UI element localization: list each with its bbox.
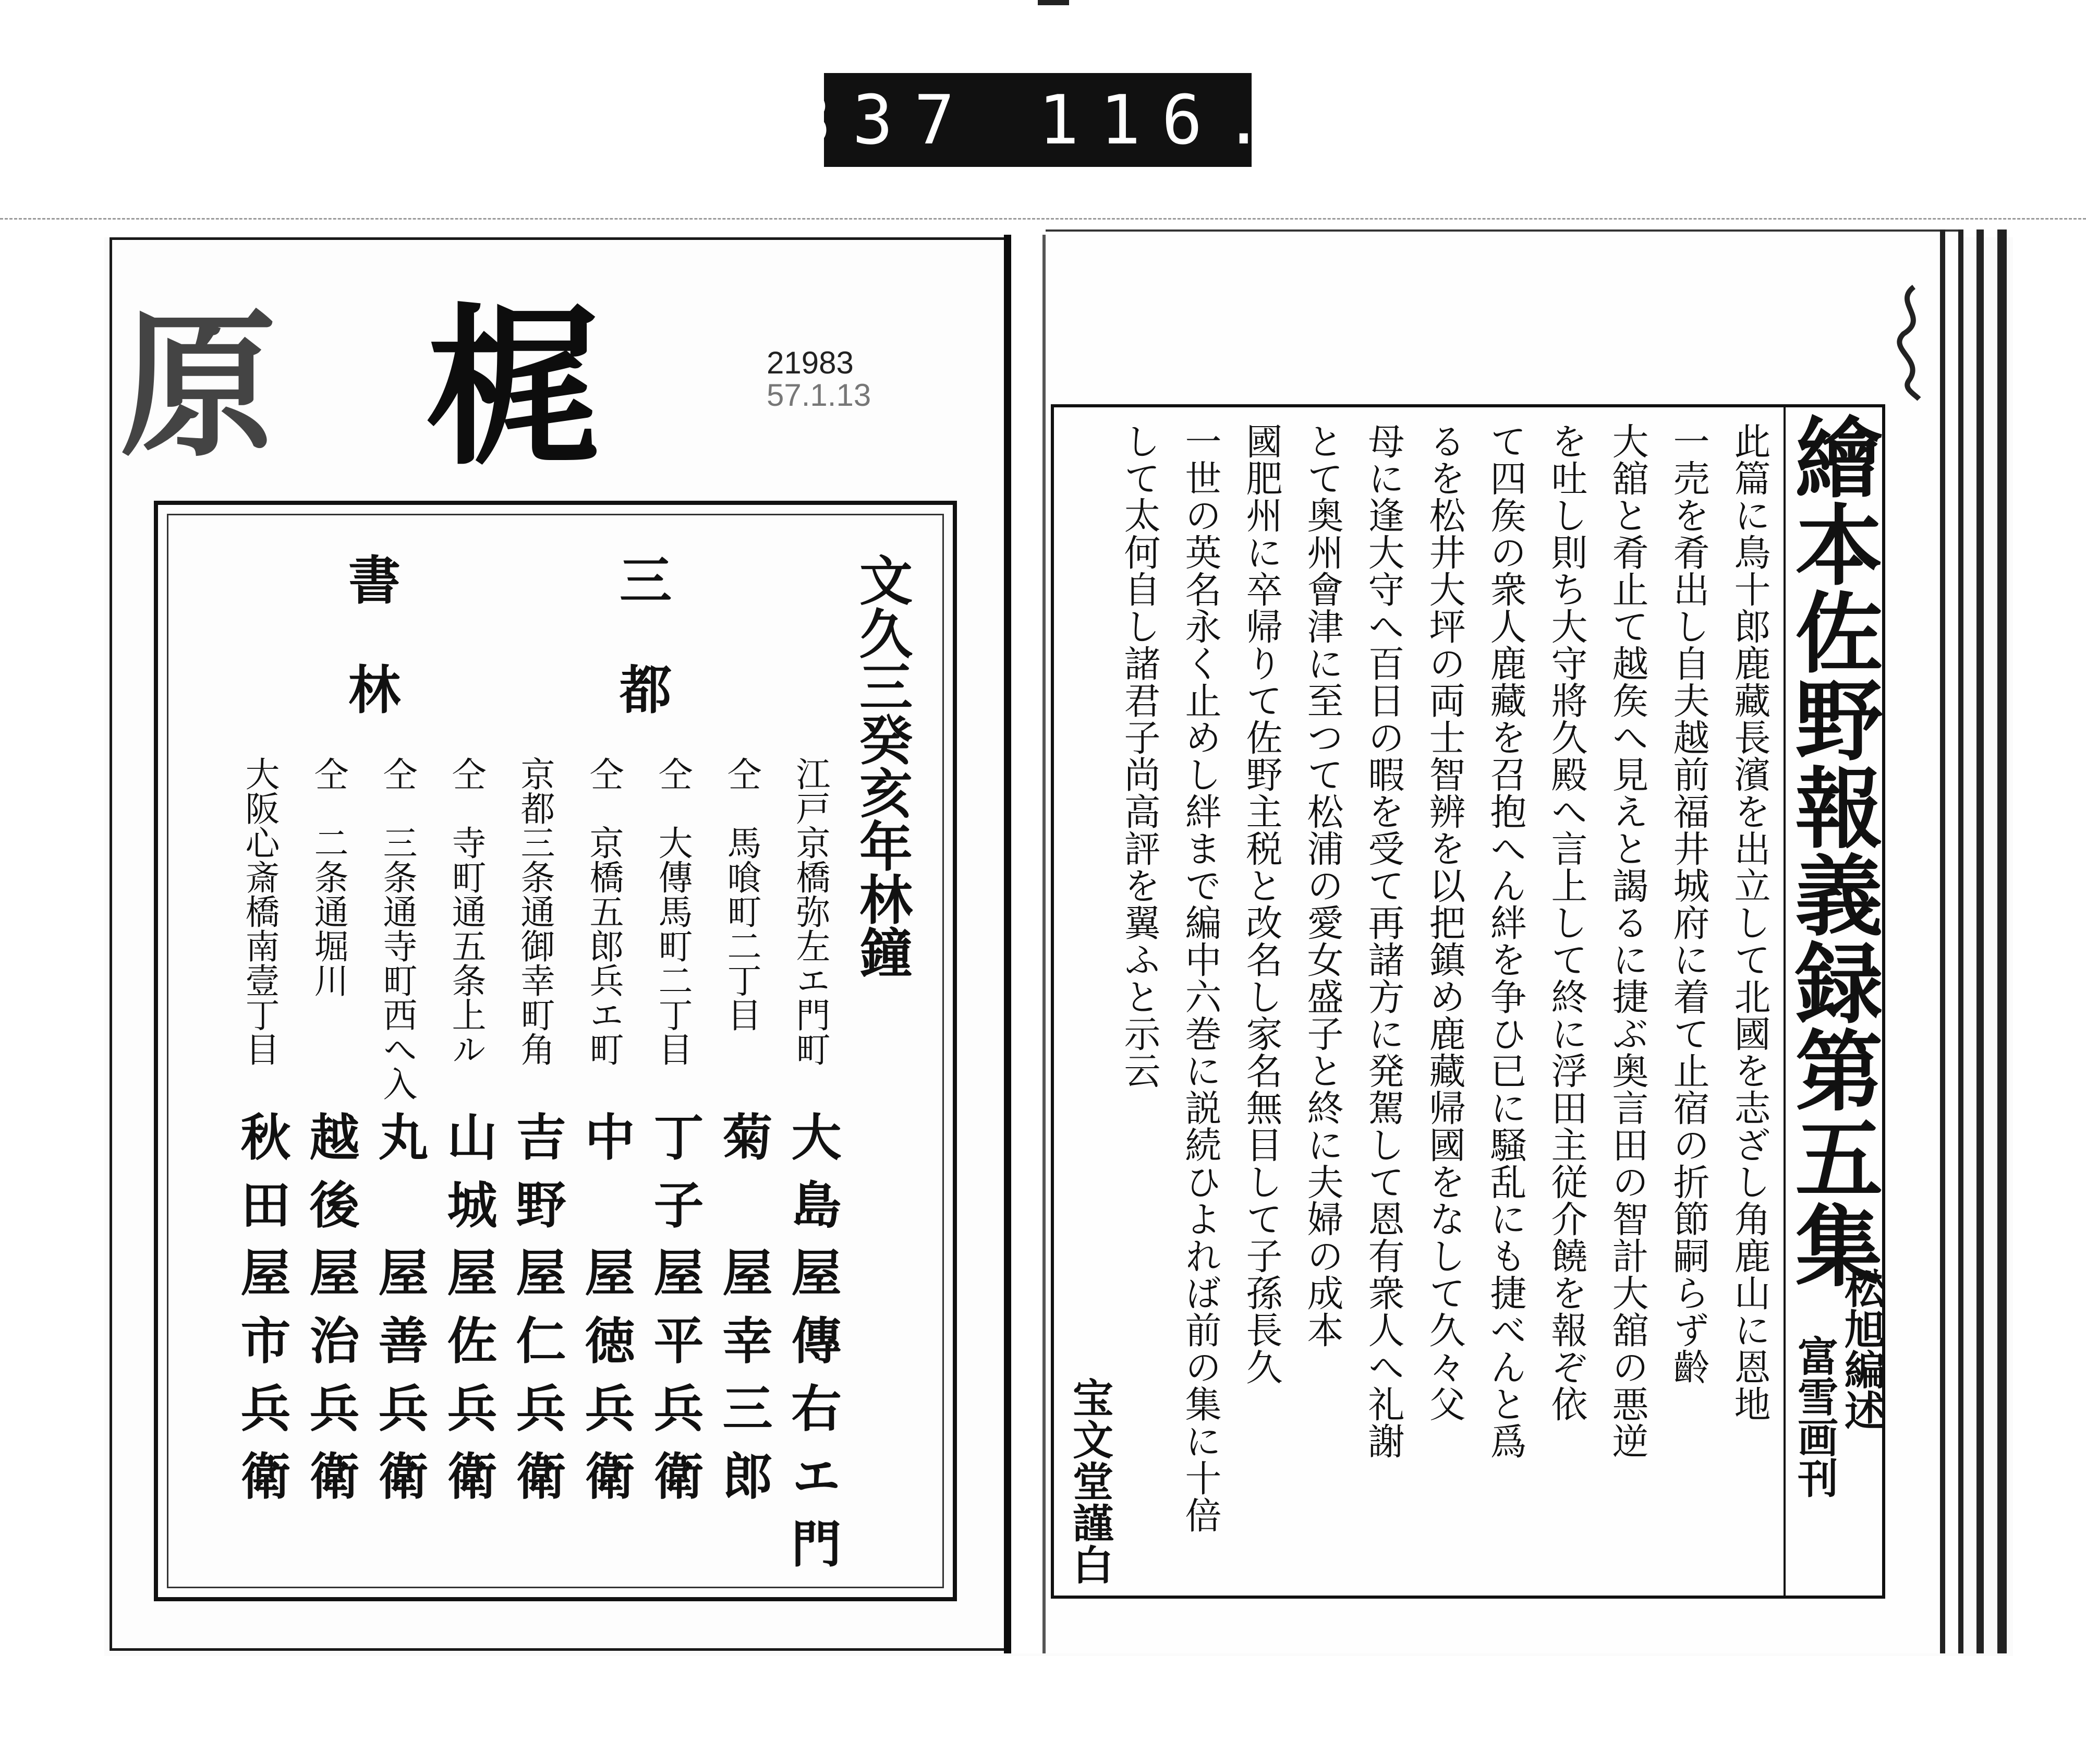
accession-date: 57.1.13 <box>767 378 871 413</box>
shorin-char: 林 <box>339 662 401 772</box>
colophon-heading <box>611 553 672 772</box>
body-text-column: て四矦の衆人鹿藏を召抱へん絆を争ひ已に騒乱にも捷べんと爲 <box>1484 422 1527 1459</box>
call-number-right: 116. <box>1038 80 1285 160</box>
colophon-entry-name: 大島屋傳右エ門 <box>783 1111 842 1586</box>
body-text-column: 一世の英名永く止めし絆まで編中六巻に説続ひよれば前の集に十倍 <box>1179 422 1222 1533</box>
shorin-char: 書 <box>339 553 401 662</box>
corner-ornament <box>1883 282 1945 402</box>
colophon-entry-address: 仝 三条通寺町西へ入 <box>377 756 417 1101</box>
cover-title-char: 梶 <box>428 286 595 489</box>
call-number-plate <box>791 73 1285 167</box>
colophon-entry-address: 仝 寺町通五条上ル <box>446 756 486 1066</box>
colophon-date: 文久三癸亥年林鐘 <box>851 553 913 978</box>
body-text-column: を吐し則ち大守將久殿へ言上して終に浮田主従介饒を報ぞ依 <box>1545 422 1588 1422</box>
accession-number: 21983 <box>767 345 854 380</box>
colophon-entry-address: 大阪心斎橋南壹丁目 <box>239 756 280 1066</box>
colophon-entry-address: 京都三条通御幸町角 <box>515 756 555 1066</box>
body-text-column: とて奥州會津に至つて松浦の愛女盛子と終に夫婦の成本 <box>1301 422 1344 1348</box>
body-text-column: 母に逢大守へ百日の暇を受て再諸方に発駕して恩有衆人へ礼謝 <box>1362 422 1405 1459</box>
colophon-shorin <box>339 553 401 772</box>
author-seal: 述 <box>1838 1390 1885 1430</box>
colophon-entry-name: 中 屋徳兵衛 <box>577 1111 636 1518</box>
scan-guide-line <box>0 218 2086 220</box>
call-number-left: 337 <box>791 80 976 160</box>
byline-artist <box>1791 1335 1838 1498</box>
artist-seal: 刊 <box>1791 1457 1838 1498</box>
colophon-entry-name: 吉野屋仁兵衛 <box>508 1111 567 1518</box>
colophon-entry-name: 丁子屋平兵衛 <box>646 1111 705 1518</box>
byline-author <box>1838 1267 1885 1430</box>
accession-stamp <box>767 347 902 412</box>
publisher-note: 宝文堂謹白 <box>1066 1377 1113 1586</box>
body-text-column: 一売を肴出し自夫越前福井城府に着て止宿の折節嗣らず齡 <box>1667 422 1710 1385</box>
colophon-entry-name: 丸 屋善兵衛 <box>370 1111 429 1518</box>
colophon-entry-address: 江戸京橋弥左エ門町 <box>790 756 830 1066</box>
colophon-entry-name: 秋田屋市兵衛 <box>233 1111 292 1518</box>
colophon-entry-address: 仝 京橋五郎兵エ町 <box>584 756 624 1066</box>
body-text-column: るを松井大坪の両士智辨を以把鎮め鹿藏帰國をなして久々父 <box>1423 422 1466 1422</box>
heading-char: 三 <box>611 553 672 662</box>
book-title: 繪本佐野報義録第五集 <box>1781 412 1884 1288</box>
colophon-entry-address: 仝 二条通堀川 <box>308 756 348 997</box>
body-text-column: 國肥州に卒帰りて佐野主税と改名し家名無目して子孫長久 <box>1240 422 1283 1385</box>
body-text-column: 大舘と肴止て越矦へ見えと謁るに捷ぶ奥言田の智計大舘の悪逆 <box>1606 422 1649 1459</box>
body-text-column: 此篇に鳥十郎鹿藏長濱を出立して北國を志ざし角鹿山に恩地 <box>1728 422 1771 1422</box>
colophon-entry-name: 菊 屋幸三郎 <box>714 1111 773 1518</box>
artist-text: 富雪画 <box>1791 1335 1838 1457</box>
author-text: 松旭編 <box>1838 1267 1885 1390</box>
heading-char: 都 <box>611 662 672 772</box>
colophon-entry-address: 仝 大傳馬町二丁目 <box>652 756 693 1066</box>
page-edges <box>1940 229 2013 1653</box>
body-text-column: して太何自し諸君子尚高評を翼ふと示云 <box>1118 422 1161 1089</box>
top-edge-mark <box>1038 0 1069 5</box>
colophon-entry-address: 仝 馬喰町二丁目 <box>721 756 761 1032</box>
colophon-entry-name: 山城屋佐兵衛 <box>439 1111 498 1518</box>
cover-title-char: 原 <box>120 294 271 478</box>
book-spine <box>1004 235 1046 1653</box>
colophon-entry-name: 越後屋治兵衛 <box>301 1111 360 1518</box>
